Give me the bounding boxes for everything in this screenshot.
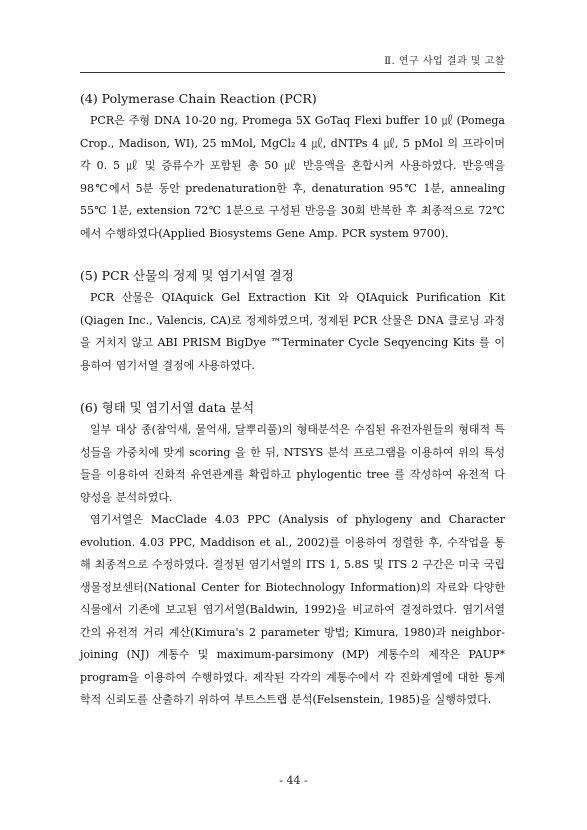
section-title-pcr: (4) Polymerase Chain Reaction (PCR)	[80, 91, 317, 106]
paragraph-sequence-analysis: 염기서열은 MacClade 4.03 PPC (Analysis of phylogeny and Character evolution. 4.03 PPC, Maddison et al., 2002)를 이용하여 정렬한 후, 수작업을 통해 최종적으로 수정하였다. 결정된 염기서열의 ITS 1, 5.8S 및 ITS 2 구간은 미국 국립생물정보센터(National Center for Biotechnology Information)의 자료와 다양한 식물에서 기존에 보고된 염기서열(Baldwin, 1992)을 비교하여 결정하였다. 염기서열 간의 유전적 거리 계산(Kimura's 2 parameter 방법; Kimura, 1980)과 neighbor-joining (NJ) 계통수 및 maximum-parsimony (MP) 계통수의 제작은 PAUP* program을 이용하여 수행하였다. 제작된 각각의 계통수에서 각 진화계열에 대한 통계학적 신뢰도를 산출하기 위하여 부트스트랩 분석(Felsenstein, 1985)을 실행하였다.	[80, 513, 505, 706]
page-body	[80, 88, 505, 712]
paragraph-morphology-analysis: 일부 대상 종(참억새, 물억새, 달뿌리풀)의 형태분석은 수집된 유전자원들의 형태적 특성들을 가중치에 맞게 scoring 을 한 뒤, NTSYS 분석 프로그램을 이용하여 위의 특성들을 이용하여 진화적 유연관계를 확립하고 phylogentic tree 를 작성하여 유전적 다양성을 분석하였다.	[80, 423, 505, 504]
page-number: - 44 -	[279, 774, 308, 787]
paragraph-pcr-method: PCR은 주형 DNA 10-20 ng, Promega 5X GoTaq Flexi buffer 10 ㎕ (Pomega Crop., Madison, WI), 25 mMol, MgCl₂ 4 ㎕, dNTPs 4 ㎕, 5 pMol 의 프라이머 각 0. 5 ㎕ 및 증류수가 포함된 총 50 ㎕ 반응액을 혼합시켜 사용하였다. 반응액을 98℃에서 5분 동안 predenaturation한 후, denaturation 95℃ 1분, annealing 55℃ 1분, extension 72℃ 1분으로 구성된 반응을 30회 반복한 후 최종적으로 72℃에서 수행하였다(Applied Biosystems Gene Amp. PCR system 9700).	[80, 114, 505, 240]
paragraph-purification: PCR 산물은 QIAquick Gel Extraction Kit 와 QIAquick Purification Kit (Qiagen Inc., Valencis, CA)로 정제하였으며, 정제된 PCR 산물은 DNA 클로닝 과정을 거치지 않고 ABI PRISM BigDye ™Terminater Cycle Seqyencing Kits 를 이용하여 염기서열 결정에 사용하였다.	[80, 291, 505, 372]
section-title-purification: (5) PCR 산물의 정제 및 염기서열 결정	[80, 268, 294, 283]
section-title-analysis: (6) 형태 및 염기서열 data 분석	[80, 400, 255, 415]
running-header: Ⅱ. 연구 사업 결과 및 고찰	[384, 56, 505, 67]
header-divider	[80, 72, 505, 73]
